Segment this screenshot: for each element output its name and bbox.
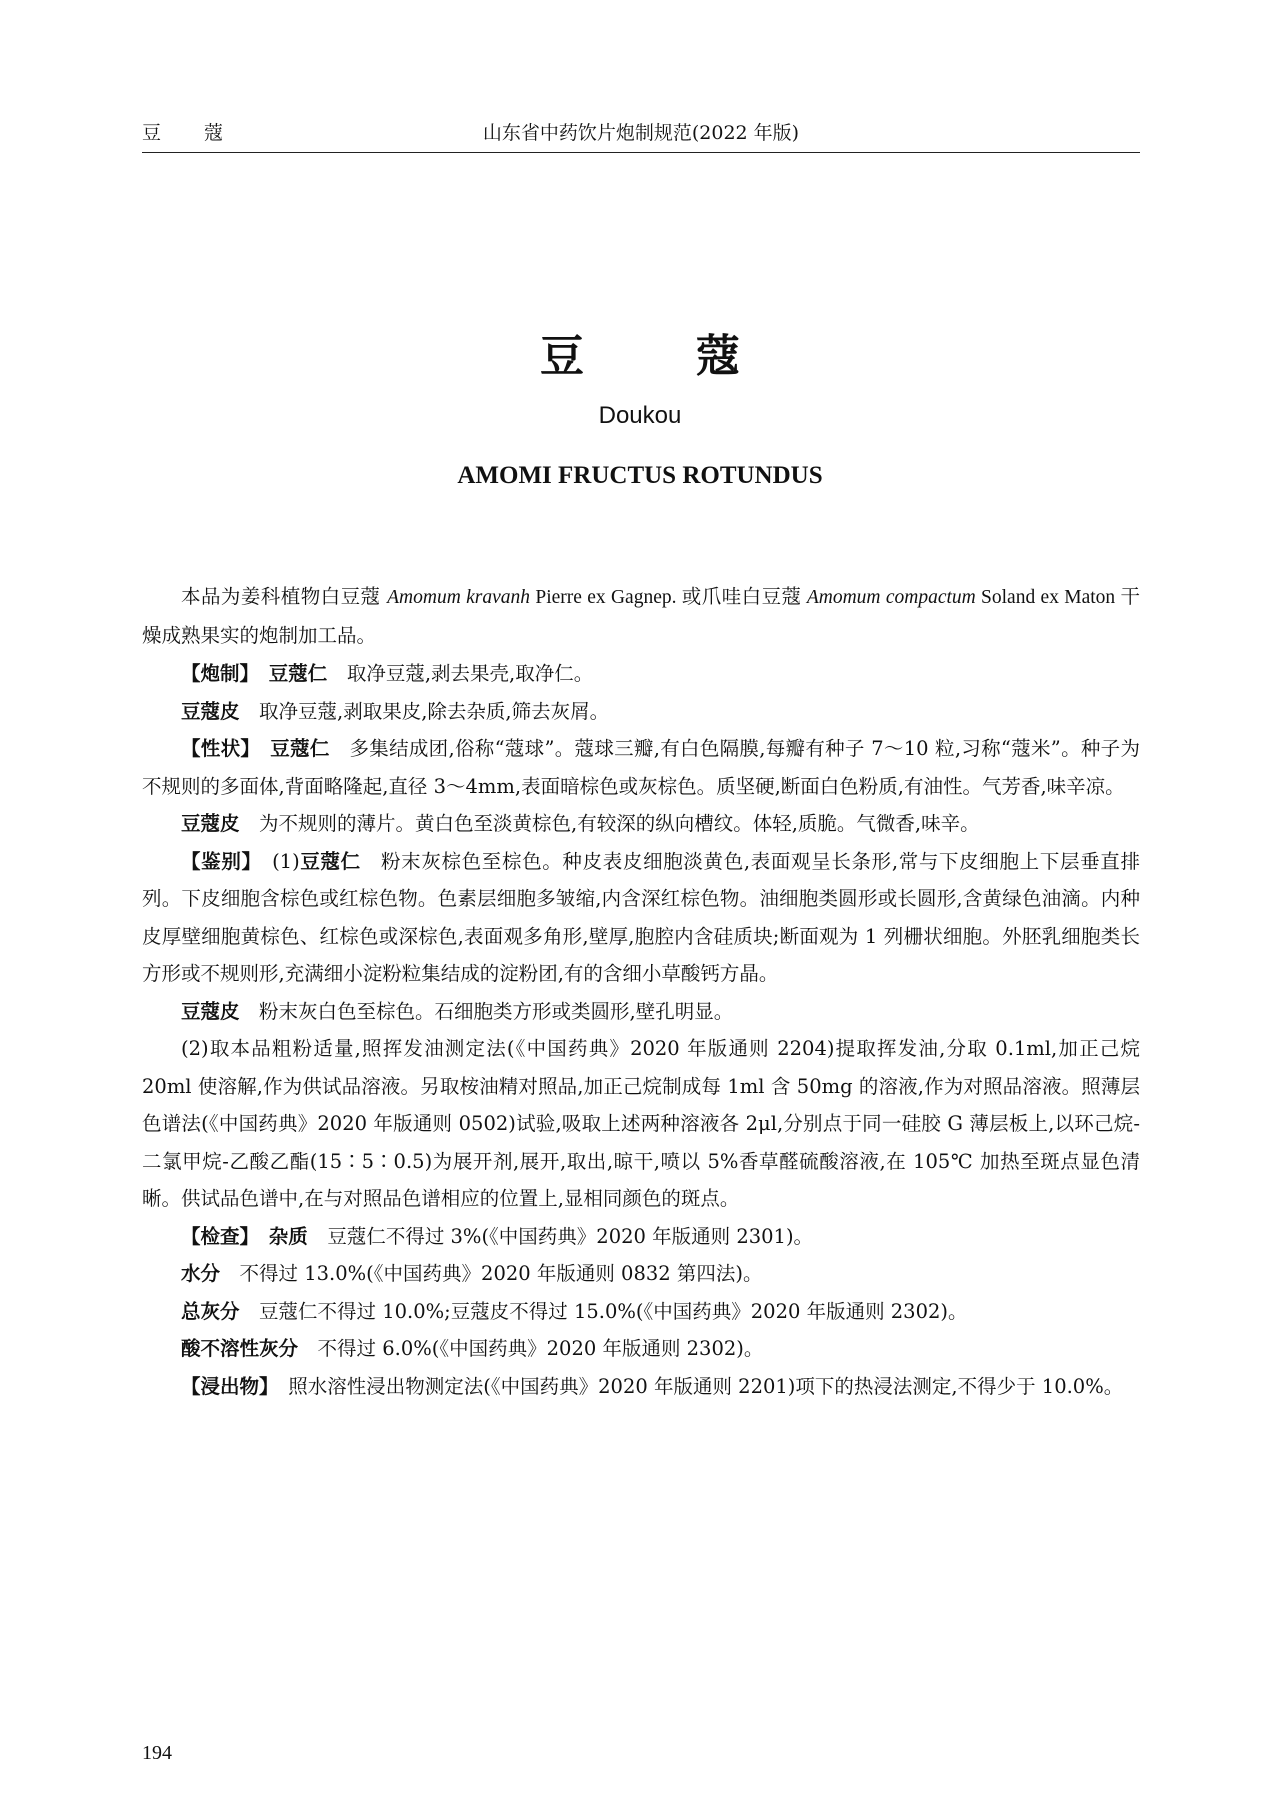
entry-pinyin: Doukou <box>598 402 682 429</box>
sub-label: 豆蔻仁 <box>270 737 330 760</box>
section-label: 【性状】 <box>181 737 251 760</box>
description-pi: 豆蔻皮 为不规则的薄片。黄白色至淡黄棕色,有较深的纵向槽纹。体轻,质脆。气微香,味辛。 <box>181 812 980 835</box>
identification-section: 【鉴别】 (1)豆蔻仁 粉末灰棕色至棕色。种皮表皮细胞淡黄色,表面观呈长条形,常与下皮细胞上下层垂直排列。下皮细胞含棕色或红棕色物。色素层细胞多皱缩,内含深红棕色物。油细胞类圆形或长圆形,含黄绿色油滴。内种皮厚壁细胞黄棕色、红棕色或深棕色,表面观多角形,壁厚,胞腔内含硅质块;断面观为 1 列栅状细胞。外胚乳细胞类长方形或不规则形,充满细小淀粉粒集结成的淀粉团,有的含细小草酸钙方晶。 <box>142 849 1140 985</box>
sub-label: 豆蔻皮 <box>181 999 240 1023</box>
inspection-acid-ash: 酸不溶性灰分 不得过 6.0%(《中国药典》2020 年版通则 2302)。 <box>181 1337 764 1360</box>
sub-label: 杂质 <box>268 1224 308 1248</box>
page-number: 194 <box>142 1742 172 1764</box>
inspection-section: 【检查】 杂质 豆蔻仁不得过 3%(《中国药典》2020 年版通则 2301)。 <box>181 1224 814 1248</box>
section-label: 【浸出物】 <box>181 1374 269 1398</box>
running-head-book-title: 山东省中药饮片炮制规范(2022 年版) <box>482 122 800 144</box>
section-label: 【炮制】 <box>181 662 250 685</box>
monograph-body <box>142 578 1140 1405</box>
inspection-water: 水分 不得过 13.0%(《中国药典》2020 年版通则 0832 第四法)。 <box>181 1262 763 1285</box>
sub-label: 水分 <box>181 1262 221 1285</box>
sub-label: 豆蔻仁 <box>299 849 361 873</box>
sub-label: 豆蔻皮 <box>181 812 240 835</box>
source-paragraph: 本品为姜科植物白豆蔻 Amomum kravanh Pierre ex Gagnep. 或爪哇白豆蔻 Amomum compactum Soland ex Maton 干燥成熟果实的炮制加工品。 <box>142 585 1140 647</box>
species-name: Amomum kravanh <box>387 587 531 608</box>
species-name: Amomum compactum <box>806 587 976 608</box>
inspection-total-ash: 总灰分 豆蔻仁不得过 10.0%;豆蔻皮不得过 15.0%(《中国药典》2020 年版通则 2302)。 <box>181 1299 968 1323</box>
identification-pi: 豆蔻皮 粉末灰白色至棕色。石细胞类方形或类圆形,壁孔明显。 <box>181 999 734 1023</box>
processing-pi: 豆蔻皮 取净豆蔻,剥取果皮,除去杂质,筛去灰屑。 <box>181 699 610 723</box>
sub-label: 豆蔻仁 <box>268 662 328 685</box>
entry-title: 豆 蔻 <box>540 331 774 382</box>
processing-section: 【炮制】 豆蔻仁 取净豆蔻,剥去果壳,取净仁。 <box>181 662 594 685</box>
sub-label: 酸不溶性灰分 <box>181 1337 299 1360</box>
entry-latin-name: AMOMI FRUCTUS ROTUNDUS <box>457 462 823 489</box>
identification-tlc: (2)取本品粗粉适量,照挥发油测定法(《中国药典》2020 年版通则 2204)提取挥发油,分取 0.1ml,加正己烷 20ml 使溶解,作为供试品溶液。另取桉油精对照品,加正己烷制成每 1ml 含 50mg 的溶液,作为对照品溶液。照薄层色谱法(《中国药典》2020 年版通则 0502)试验,吸取上述两种溶液各 2μl,分别点于同一硅胶 G 薄层板上,以环己烷-二氯甲烷-乙酸乙酯(15∶5∶0.5)为展开剂,展开,取出,晾干,喷以 5%香草醛硫酸溶液,在 105℃ 加热至斑点显色清晰。供试品色谱中,在与对照品色谱相应的位置上,显相同颜色的斑点。 <box>142 1037 1140 1210</box>
running-head-entry: 豆 蔻 <box>142 122 236 144</box>
sub-label: 总灰分 <box>181 1299 240 1323</box>
sub-label: 豆蔻皮 <box>181 699 240 723</box>
extract-section: 【浸出物】 照水溶性浸出物测定法(《中国药典》2020 年版通则 2201)项下的热浸法测定,不得少于 10.0%。 <box>181 1374 1124 1398</box>
running-head <box>142 112 1140 153</box>
section-label: 【鉴别】 <box>181 849 252 873</box>
section-label: 【检查】 <box>181 1224 250 1248</box>
description-section: 【性状】 豆蔻仁 多集结成团,俗称“蔻球”。蔻球三瓣,有白色隔膜,每瓣有种子 7～10 粒,习称“蔻米”。种子为不规则的多面体,背面略隆起,直径 3～4mm,表面暗棕色或灰棕色。质坚硬,断面白色粉质,有油性。气芳香,味辛凉。 <box>142 737 1140 798</box>
